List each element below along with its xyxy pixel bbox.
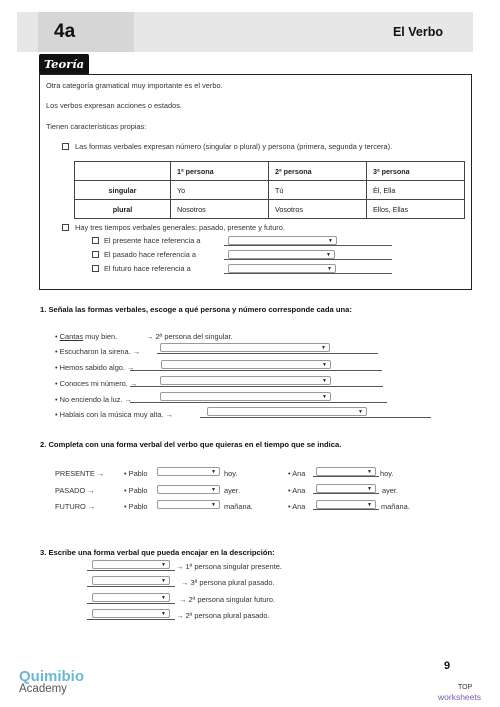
- table-cell: Yo: [171, 181, 269, 200]
- answer-line: [87, 586, 175, 587]
- table-cell: [75, 162, 171, 181]
- example-text: muy bien.: [83, 332, 118, 341]
- subject-pablo: • Pablo: [124, 469, 148, 478]
- chevron-down-icon: ▼: [211, 487, 216, 493]
- ex1-item: • Conoces mi número. →: [55, 379, 138, 388]
- ex2-dropdown[interactable]: [316, 467, 376, 476]
- chevron-down-icon: ▼: [327, 266, 332, 272]
- chevron-down-icon: ▼: [367, 502, 372, 508]
- ending-text: ayer.: [224, 486, 241, 495]
- answer-line: [130, 402, 387, 403]
- ex1-dropdown[interactable]: [160, 343, 330, 352]
- theory-bullet-1: Las formas verbales expresan número (singular o plural) y persona (primera, segunda y tercera).: [75, 142, 393, 151]
- answer-line: [313, 493, 379, 494]
- table-cell: Vosotros: [269, 200, 367, 219]
- header-bar: [17, 12, 473, 52]
- table-header: 1ª persona: [171, 162, 269, 181]
- chevron-down-icon: ▼: [161, 578, 166, 584]
- ex3-dropdown[interactable]: [92, 593, 170, 602]
- subject-pablo: • Pablo: [124, 502, 148, 511]
- ex1-example: • Cantas muy bien.: [55, 332, 118, 341]
- chevron-down-icon: ▼: [322, 378, 327, 384]
- example-verb: Cantas: [59, 332, 84, 341]
- table-header-row: [75, 162, 465, 181]
- ex2-dropdown[interactable]: [316, 500, 376, 509]
- table-header: 2ª persona: [269, 162, 367, 181]
- answer-line: [130, 386, 383, 387]
- ex1-item: • No enciendo la luz. →: [55, 395, 132, 404]
- chevron-down-icon: ▼: [367, 469, 372, 475]
- ex3-description: → 3ª persona plural pasado.: [181, 578, 275, 587]
- sub-past-label: El pasado hace referencia a: [104, 250, 197, 259]
- exercise-1-title: 1. Señala las formas verbales, escoge a qué persona y número corresponde cada una:: [40, 305, 352, 314]
- answer-line: [313, 476, 379, 477]
- table-cell: Ellos, Ellas: [367, 200, 465, 219]
- brand-worksheets: worksheets: [438, 692, 481, 702]
- ending-text: ayer.: [382, 486, 399, 495]
- chevron-down-icon: ▼: [367, 486, 372, 492]
- brand-top: TOP: [458, 684, 473, 691]
- checkbox-icon[interactable]: [62, 224, 69, 231]
- ex2-dropdown[interactable]: [157, 500, 220, 509]
- subject-ana: • Ana: [288, 469, 306, 478]
- ending-text: hoy.: [380, 469, 394, 478]
- ex1-dropdown[interactable]: [161, 360, 331, 369]
- answer-line: [224, 259, 392, 260]
- ex3-dropdown[interactable]: [92, 576, 170, 585]
- checkbox-icon[interactable]: [92, 237, 99, 244]
- logo-academy: Academy: [19, 683, 67, 695]
- ending-text: mañana.: [224, 502, 253, 511]
- ex3-dropdown[interactable]: [92, 560, 170, 569]
- logo-quimibio: Quimibio: [19, 668, 84, 685]
- ex1-dropdown[interactable]: [160, 392, 331, 401]
- answer-line: [157, 353, 378, 354]
- answer-line: [224, 273, 392, 274]
- table-cell: Nosotros: [171, 200, 269, 219]
- table-cell: plural: [75, 200, 171, 219]
- ending-text: hoy.: [224, 469, 238, 478]
- table-cell: Tú: [269, 181, 367, 200]
- chevron-down-icon: ▼: [161, 562, 166, 568]
- table-row: [75, 181, 465, 200]
- ex3-description: → 1ª persona singular presente.: [176, 562, 282, 571]
- chevron-down-icon: ▼: [328, 238, 333, 244]
- answer-line: [87, 603, 175, 604]
- answer-line: [87, 570, 175, 571]
- subject-pablo: • Pablo: [124, 486, 148, 495]
- theory-line-1: Otra categoría gramatical muy importante es el verbo.: [46, 81, 223, 90]
- subject-ana: • Ana: [288, 502, 306, 511]
- future-dropdown[interactable]: [228, 264, 336, 273]
- sub-future-label: El futuro hace referencia a: [104, 264, 191, 273]
- ex3-description: → 2ª persona plural pasado.: [176, 611, 270, 620]
- ex3-description: → 2ª persona singular futuro.: [179, 595, 275, 604]
- answer-line: [130, 370, 382, 371]
- theory-tab: Teoría: [39, 54, 89, 75]
- checkbox-icon[interactable]: [92, 251, 99, 258]
- tense-label: PASADO →: [55, 486, 95, 495]
- chevron-down-icon: ▼: [326, 252, 331, 258]
- theory-bullet-2: Hay tres tiempos verbales generales: pasado, presente y futuro.: [75, 223, 285, 232]
- past-dropdown[interactable]: [228, 250, 335, 259]
- chevron-down-icon: ▼: [321, 345, 326, 351]
- ex1-item: • Hablais con la música muy alta. →: [55, 410, 174, 419]
- ending-text: mañana.: [381, 502, 410, 511]
- ex1-example-answer: → 2ª persona del singular.: [146, 332, 233, 341]
- chevron-down-icon: ▼: [358, 409, 363, 415]
- ex1-item: • Hemos sabido algo. →: [55, 363, 135, 372]
- ex2-dropdown[interactable]: [157, 485, 220, 494]
- ex2-dropdown[interactable]: [316, 484, 376, 493]
- ex1-dropdown[interactable]: [160, 376, 331, 385]
- chevron-down-icon: ▼: [211, 469, 216, 475]
- ex1-item: • Escucharon la sirena. →: [55, 347, 141, 356]
- chevron-down-icon: ▼: [322, 394, 327, 400]
- ex2-dropdown[interactable]: [157, 467, 220, 476]
- answer-line: [87, 619, 175, 620]
- tense-label: FUTURO →: [55, 502, 96, 511]
- answer-line: [200, 417, 431, 418]
- subject-ana: • Ana: [288, 486, 306, 495]
- table-header: 3ª persona: [367, 162, 465, 181]
- page-number: 9: [444, 660, 451, 672]
- present-dropdown[interactable]: [228, 236, 337, 245]
- exercise-2-title: 2. Completa con una forma verbal del verbo que quieras en el tiempo que se indica.: [40, 440, 342, 449]
- table-cell: Él, Ella: [367, 181, 465, 200]
- checkbox-icon[interactable]: [62, 143, 69, 150]
- ex3-dropdown[interactable]: [92, 609, 170, 618]
- table-cell: singular: [75, 181, 171, 200]
- ex1-dropdown[interactable]: [207, 407, 367, 416]
- chevron-down-icon: ▼: [161, 611, 166, 617]
- conjugation-table: [74, 161, 465, 219]
- checkbox-icon[interactable]: [92, 265, 99, 272]
- sub-present-label: El presente hace referencia a: [104, 236, 201, 245]
- theory-line-3: Tienen características propias:: [46, 122, 147, 131]
- chevron-down-icon: ▼: [161, 595, 166, 601]
- answer-line: [224, 245, 392, 246]
- exercise-3-title: 3. Escribe una forma verbal que pueda encajar en la descripción:: [40, 548, 275, 557]
- unit-number: 4a: [38, 12, 134, 52]
- theory-line-2: Los verbos expresan acciones o estados.: [46, 101, 182, 110]
- chevron-down-icon: ▼: [211, 502, 216, 508]
- table-row: [75, 200, 465, 219]
- page-title: El Verbo: [392, 25, 443, 39]
- tense-label: PRESENTE →: [55, 469, 105, 478]
- answer-line: [313, 509, 379, 510]
- chevron-down-icon: ▼: [322, 362, 327, 368]
